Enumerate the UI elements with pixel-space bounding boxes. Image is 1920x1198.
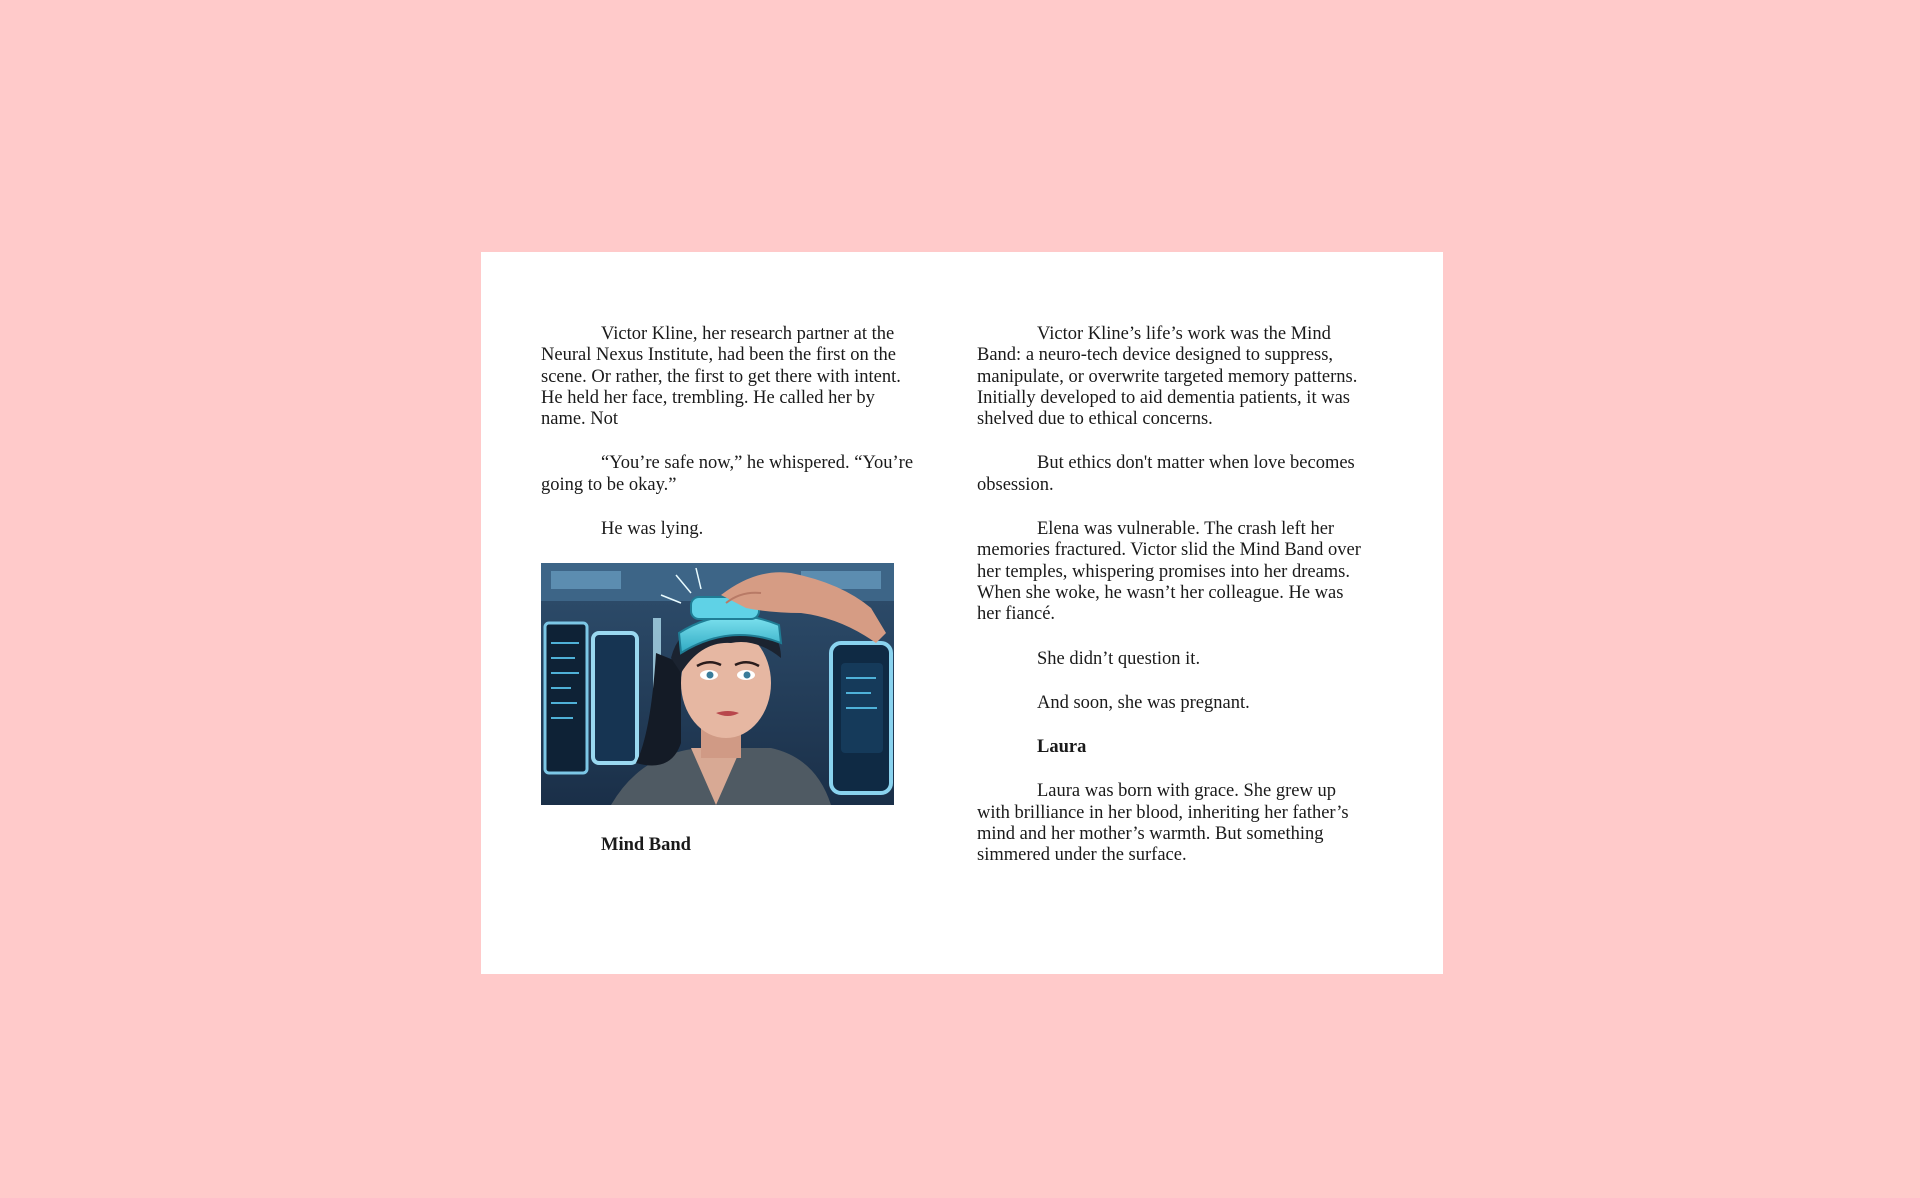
paragraph: Victor Kline, her research partner at the Neural Nexus Institute, had been the first on the scene. Or rather, the first to get there with intent. He held her face, trembling. He called her by name. Not xyxy=(541,324,901,430)
book-spread xyxy=(481,252,1443,974)
paragraph: Victor Kline’s life’s work was the Mind Band: a neuro-tech device designed to suppress, manipulate, or overwrite targeted memory patterns. Initially developed to aid dementia patients, it was shelved due to ethical concerns. xyxy=(977,324,1358,430)
paragraph: He was lying. xyxy=(601,519,704,540)
right-page xyxy=(977,324,1367,890)
left-page xyxy=(541,324,921,880)
paragraph: And soon, she was pregnant. xyxy=(1037,692,1250,713)
section-heading: Laura xyxy=(1037,737,1087,758)
paragraph: Elena was vulnerable. The crash left her memories fractured. Victor slid the Mind Band over her temples, whispering promises into her dreams. When she woke, he wasn’t her colleague. He was her fiancé. xyxy=(977,519,1361,625)
paragraph: She didn’t question it. xyxy=(1037,648,1201,669)
section-heading: Mind Band xyxy=(601,835,691,856)
woman-wearing-mind-band-illustration xyxy=(541,563,894,805)
paragraph: “You’re safe now,” he whispered. “You’re going to be okay.” xyxy=(541,453,914,495)
paragraph: Laura was born with grace. She grew up with brilliance in her blood, inheriting her father’s mind and her mother’s warmth. But something simmered under the surface. xyxy=(977,781,1349,866)
paragraph: But ethics don't matter when love becomes obsession. xyxy=(977,453,1355,495)
